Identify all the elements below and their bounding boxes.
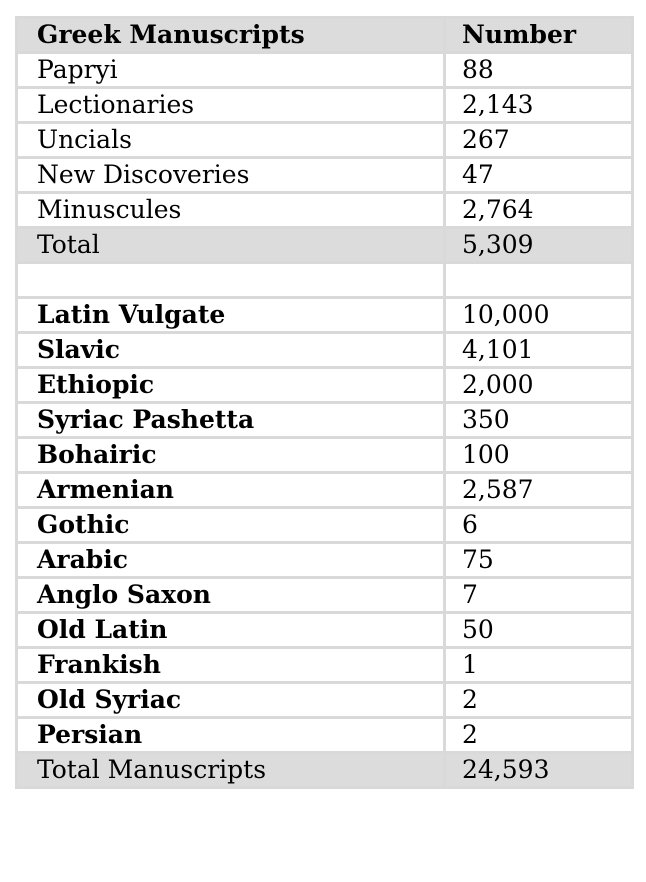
table-body	[17, 18, 633, 788]
table-row	[17, 683, 633, 718]
row-number: 4,101	[445, 333, 633, 368]
row-number: 2,143	[445, 88, 633, 123]
row-number: 50	[445, 613, 633, 648]
row-name: Anglo Saxon	[17, 578, 445, 613]
row-name: Old Latin	[17, 613, 445, 648]
row-number: 7	[445, 578, 633, 613]
greek-total-label: Total	[17, 228, 445, 263]
header-greek-manuscripts: Greek Manuscripts	[17, 18, 445, 53]
table-row	[17, 613, 633, 648]
spacer-row	[17, 263, 633, 298]
row-name: Slavic	[17, 333, 445, 368]
table-row	[17, 718, 633, 753]
table-row	[17, 543, 633, 578]
row-name: Bohairic	[17, 438, 445, 473]
table-row	[17, 403, 633, 438]
row-number: 6	[445, 508, 633, 543]
manuscripts-table	[15, 16, 634, 789]
row-number: 10,000	[445, 298, 633, 333]
header-row	[17, 18, 633, 53]
table-row	[17, 473, 633, 508]
spacer-cell	[17, 263, 445, 298]
table-row	[17, 53, 633, 88]
table-row	[17, 508, 633, 543]
table-row	[17, 333, 633, 368]
row-number: 75	[445, 543, 633, 578]
row-name: Uncials	[17, 123, 445, 158]
row-name: New Discoveries	[17, 158, 445, 193]
row-number: 350	[445, 403, 633, 438]
row-name: Armenian	[17, 473, 445, 508]
row-number: 88	[445, 53, 633, 88]
row-name: Lectionaries	[17, 88, 445, 123]
spacer-cell	[445, 263, 633, 298]
table-row	[17, 123, 633, 158]
table-row	[17, 368, 633, 403]
row-name: Syriac Pashetta	[17, 403, 445, 438]
row-name: Ethiopic	[17, 368, 445, 403]
row-number: 100	[445, 438, 633, 473]
row-number: 1	[445, 648, 633, 683]
table-row	[17, 438, 633, 473]
table-row	[17, 298, 633, 333]
row-name: Gothic	[17, 508, 445, 543]
greek-total-value: 5,309	[445, 228, 633, 263]
row-name: Frankish	[17, 648, 445, 683]
row-name: Minuscules	[17, 193, 445, 228]
row-name: Papryi	[17, 53, 445, 88]
table-row	[17, 88, 633, 123]
row-number: 2,764	[445, 193, 633, 228]
greek-total-row	[17, 228, 633, 263]
table-row	[17, 578, 633, 613]
row-name: Persian	[17, 718, 445, 753]
table-row	[17, 193, 633, 228]
grand-total-value: 24,593	[445, 753, 633, 788]
grand-total-row	[17, 753, 633, 788]
grand-total-label: Total Manuscripts	[17, 753, 445, 788]
row-number: 2	[445, 683, 633, 718]
header-number: Number	[445, 18, 633, 53]
table-row	[17, 648, 633, 683]
row-number: 2,000	[445, 368, 633, 403]
row-name: Old Syriac	[17, 683, 445, 718]
row-number: 47	[445, 158, 633, 193]
row-name: Arabic	[17, 543, 445, 578]
row-number: 2,587	[445, 473, 633, 508]
row-name: Latin Vulgate	[17, 298, 445, 333]
table-row	[17, 158, 633, 193]
row-number: 267	[445, 123, 633, 158]
row-number: 2	[445, 718, 633, 753]
